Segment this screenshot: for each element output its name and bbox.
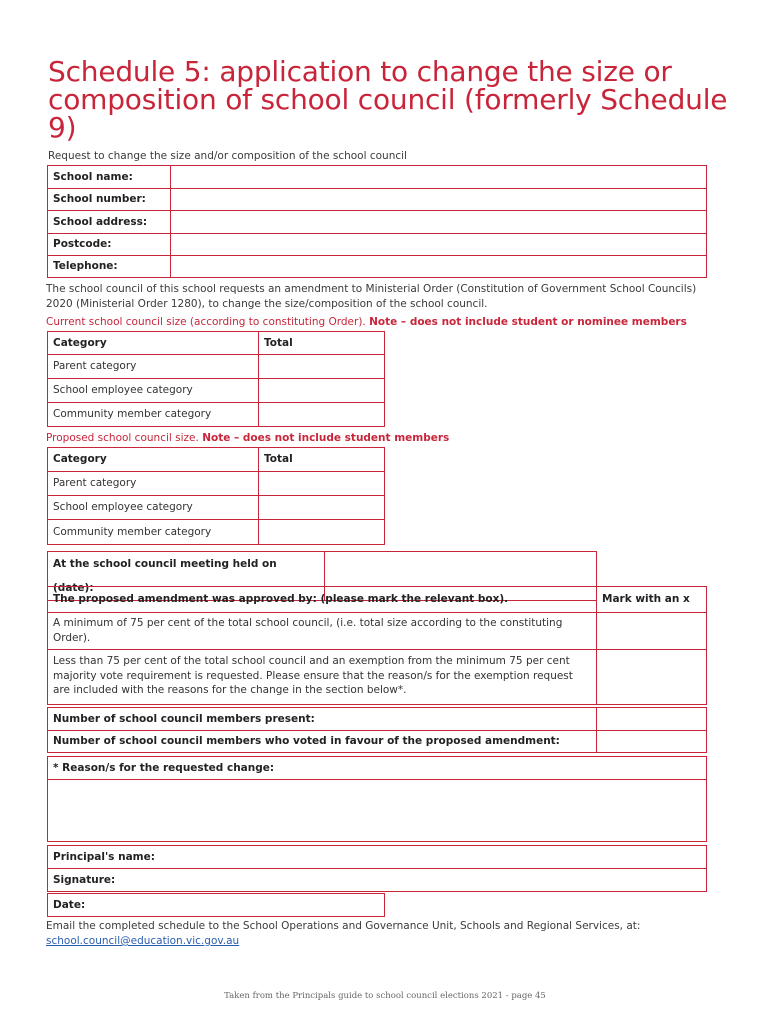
approval-option-exemption: Less than 75 per cent of the total school council and an exemption from the minimum 75 per cent majority vote requirement is requested. Please ensure that the reason/s for the exemption request are included with the reasons for the change in the section below*. [48, 650, 597, 705]
email-link[interactable]: school.council@education.vic.gov.au [46, 935, 240, 947]
signature-field[interactable]: Signature: [48, 869, 707, 892]
principal-name-field[interactable]: Principal's name: [48, 846, 707, 869]
proposed-size-heading [46, 431, 746, 446]
date-table [47, 893, 385, 917]
proposed-size-note: Note – does not include student members [202, 432, 450, 444]
current-size-heading [46, 315, 746, 330]
mark-header: Mark with an x [597, 587, 707, 613]
telephone-field[interactable] [171, 256, 707, 278]
school-address-field[interactable] [171, 211, 707, 234]
current-parent-total-field[interactable] [259, 355, 385, 379]
reasons-table [47, 756, 707, 842]
proposed-employee-total-field[interactable] [259, 496, 385, 520]
community-category-label: Community member category [48, 403, 259, 427]
members-present-field[interactable] [597, 708, 707, 731]
total-header: Total [259, 448, 385, 472]
members-present-label: Number of school council members present: [48, 708, 597, 731]
principal-table [47, 845, 707, 892]
school-details-table [47, 165, 707, 278]
proposed-size-title: Proposed school council size. [46, 432, 199, 444]
reasons-label: * Reason/s for the requested change: [48, 757, 707, 780]
members-voted-label: Number of school council members who voted in favour of the proposed amendment: [48, 731, 597, 753]
current-employee-total-field[interactable] [259, 379, 385, 403]
school-number-label: School number: [48, 189, 171, 211]
email-text: Email the completed schedule to the School Operations and Governance Unit, Schools and Regional Services, at: [46, 920, 641, 932]
email-instructions [46, 919, 726, 949]
approval-table [47, 586, 707, 705]
members-voted-field[interactable] [597, 731, 707, 753]
community-category-label: Community member category [48, 520, 259, 545]
current-size-note: Note – does not include student or nominee members [369, 316, 687, 328]
category-header: Category [48, 448, 259, 472]
current-size-title: Current school council size (according to constituting Order). [46, 316, 366, 328]
total-header: Total [259, 332, 385, 355]
intro-text: Request to change the size and/or composition of the school council [48, 150, 407, 162]
parent-category-label: Parent category [48, 472, 259, 496]
school-name-field[interactable] [171, 166, 707, 189]
postcode-field[interactable] [171, 234, 707, 256]
parent-category-label: Parent category [48, 355, 259, 379]
mark-75-percent-box[interactable] [597, 613, 707, 650]
meeting-date-label: At the school council meeting held on (date): [48, 552, 325, 601]
postcode-label: Postcode: [48, 234, 171, 256]
category-header: Category [48, 332, 259, 355]
proposed-parent-total-field[interactable] [259, 472, 385, 496]
reasons-field[interactable] [48, 780, 707, 842]
telephone-label: Telephone: [48, 256, 171, 278]
approval-header: The proposed amendment was approved by: (please mark the relevant box). [48, 587, 597, 613]
amendment-text: The school council of this school requests an amendment to Ministerial Order (Constitution of Government School Councils) 2020 (Ministerial Order 1280), to change the size/composition of the school council. [46, 283, 697, 310]
school-address-label: School address: [48, 211, 171, 234]
school-number-field[interactable] [171, 189, 707, 211]
school-name-label: School name: [48, 166, 171, 189]
members-table [47, 707, 707, 753]
current-size-table [47, 331, 385, 427]
date-field[interactable]: Date: [48, 894, 385, 917]
proposed-community-total-field[interactable] [259, 520, 385, 545]
current-community-total-field[interactable] [259, 403, 385, 427]
approval-option-75-percent: A minimum of 75 per cent of the total school council, (i.e. total size according to the constituting Order). [48, 613, 597, 650]
employee-category-label: School employee category [48, 496, 259, 520]
page-title: Schedule 5: application to change the size or composition of school council (formerly Schedule 9) [48, 55, 728, 144]
page-footer: Taken from the Principals guide to school council elections 2021 - page 45 [224, 991, 546, 1001]
employee-category-label: School employee category [48, 379, 259, 403]
proposed-size-table [47, 447, 385, 545]
mark-exemption-box[interactable] [597, 650, 707, 705]
